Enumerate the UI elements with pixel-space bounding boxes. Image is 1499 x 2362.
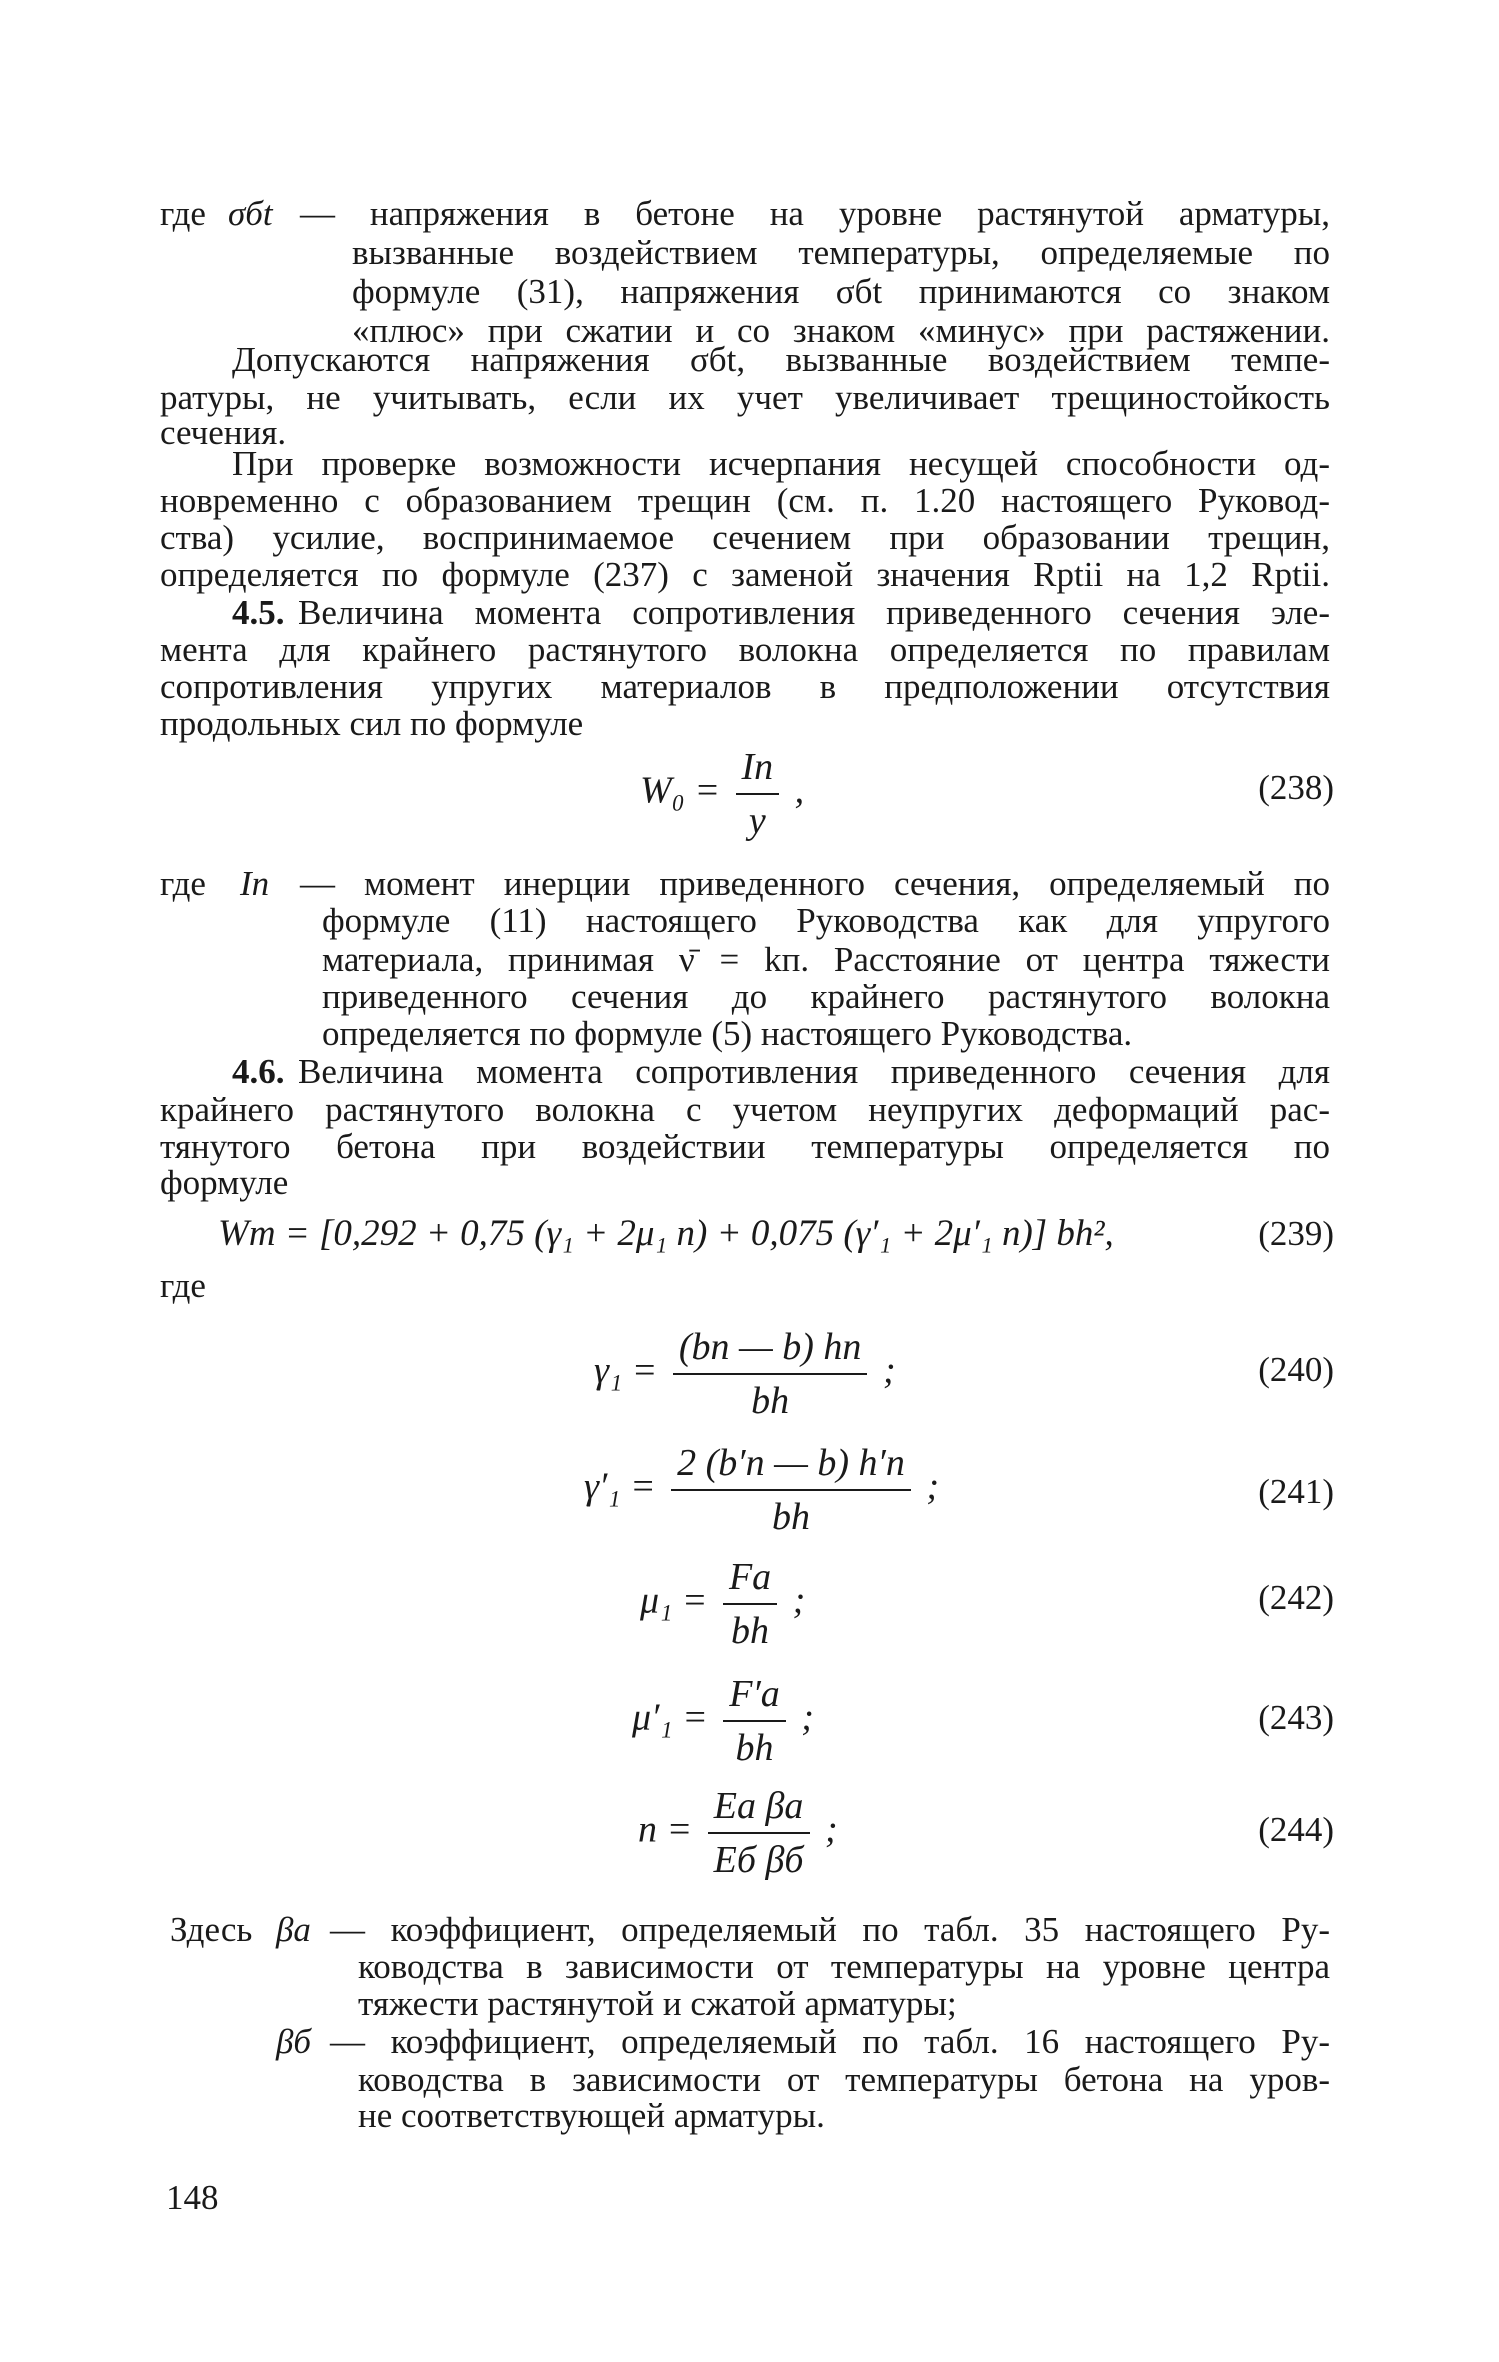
block1-line-3: формуле (31), напряжения σбt принимаются со знаком (352, 272, 1330, 311)
equation-number-238: (238) (1258, 768, 1334, 807)
para4-line-1: Величина момента сопротивления приведенного сечения для (298, 1052, 1330, 1091)
block3-line-2: ководства в зависимости от температуры на уровне центра (358, 1947, 1330, 1986)
where-label-2: где (160, 864, 206, 903)
para4-line-2: крайнего растянутого волокна с учетом неупругих деформаций рас- (160, 1090, 1330, 1129)
para3-line-4: продольных сил по формуле (160, 704, 584, 743)
para2-line-3: ства) усилие, воспринимаемое сечением при образовании трещин, (160, 518, 1330, 557)
block3-line-1: — коэффициент, определяемый по табл. 35 настоящего Ру- (330, 1910, 1330, 1949)
where-label: где (160, 194, 206, 233)
block2-line-1: — момент инерции приведенного сечения, определяемый по (300, 864, 1330, 903)
equation-244: n = $\frac{\text{Eа βа}}{\text{Eб βб}}$ ; (638, 1785, 838, 1881)
block2-line-4: приведенного сечения до крайнего растянутого волокна (322, 977, 1330, 1016)
here-label: Здесь (170, 1910, 253, 1949)
inertia-symbol: Iп (240, 864, 270, 903)
equation-number-242: (242) (1258, 1578, 1334, 1617)
para1-line-2: ратуры, не учитывать, если их учет увеличивает трещиностойкость (160, 378, 1330, 417)
equation-239: Wт = [0,292 + 0,75 (γ₁ + 2μ₁ n) + 0,075 (γ′₁ + 2μ′₁ n)] bh², (218, 1213, 1114, 1254)
equation-number-244: (244) (1258, 1810, 1334, 1849)
beta-b-symbol: βб (276, 2022, 312, 2061)
beta-a-symbol: βа (276, 1910, 311, 1949)
para1-line-3: сечения. (160, 413, 287, 452)
equation-241: γ′₁ = $\frac{2 (b'п — b) h'п}{bh}$ ; (584, 1442, 940, 1538)
equation-number-240: (240) (1258, 1350, 1334, 1389)
block2-line-2: формуле (11) настоящего Руководства как для упругого (322, 901, 1330, 940)
equation-242: μ₁ = $\frac{Fа}{bh}$ ; (640, 1556, 806, 1652)
para1-line-1: Допускаются напряжения σбt, вызванные воздействием темпе- (232, 340, 1330, 379)
para3-line-3: сопротивления упругих материалов в предположении отсутствия (160, 667, 1330, 706)
page-number: 148 (166, 2178, 219, 2217)
para4-line-4: формуле (160, 1163, 289, 1202)
para2-line-1: При проверке возможности исчерпания несущей способности од- (232, 444, 1330, 483)
equation-238: W₀ = $\frac{Iп}{y}$ , (640, 746, 805, 842)
para4-line-3: тянутого бетона при воздействии температуры определяется по (160, 1127, 1330, 1166)
where-label-3: где (160, 1266, 206, 1305)
section-4-5-number: 4.5. (232, 593, 285, 632)
para3-line-1: Величина момента сопротивления приведенного сечения эле- (298, 593, 1330, 632)
block2-line-3: материала, принимая ν̄ = kп. Расстояние от центра тяжести (322, 940, 1330, 979)
block4-line-3: не соответствующей арматуры. (358, 2096, 825, 2135)
block4-line-2: ководства в зависимости от температуры бетона на уров- (358, 2060, 1330, 2099)
equation-243: μ′₁ = $\frac{F'а}{bh}$ ; (632, 1673, 814, 1769)
equation-240: γ₁ = $\frac{(bп — b) hп}{bh}$ ; (594, 1326, 896, 1422)
section-4-6-number: 4.6. (232, 1052, 285, 1091)
para3-line-2: мента для крайнего растянутого волокна определяется по правилам (160, 630, 1330, 669)
para2-line-2: новременно с образованием трещин (см. п. 1.20 настоящего Руковод- (160, 481, 1330, 520)
block2-line-5: определяется по формуле (5) настоящего Руководства. (322, 1014, 1133, 1053)
block1-line-1: — напряжения в бетоне на уровне растянутой арматуры, (300, 194, 1330, 233)
equation-number-243: (243) (1258, 1698, 1334, 1737)
equation-number-239: (239) (1258, 1214, 1334, 1253)
block1-line-2: вызванные воздействием температуры, определяемые по (352, 233, 1330, 272)
block3-line-3: тяжести растянутой и сжатой арматуры; (358, 1984, 957, 2023)
para2-line-4: определяется по формуле (237) с заменой значения Rptii на 1,2 Rptii. (160, 555, 1330, 594)
block1-line-4: «плюс» при сжатии и со знаком «минус» при растяжении. (352, 311, 1330, 350)
equation-number-241: (241) (1258, 1472, 1334, 1511)
sigma-symbol: σбt (228, 194, 273, 233)
block4-line-1: — коэффициент, определяемый по табл. 16 настоящего Ру- (330, 2022, 1330, 2061)
